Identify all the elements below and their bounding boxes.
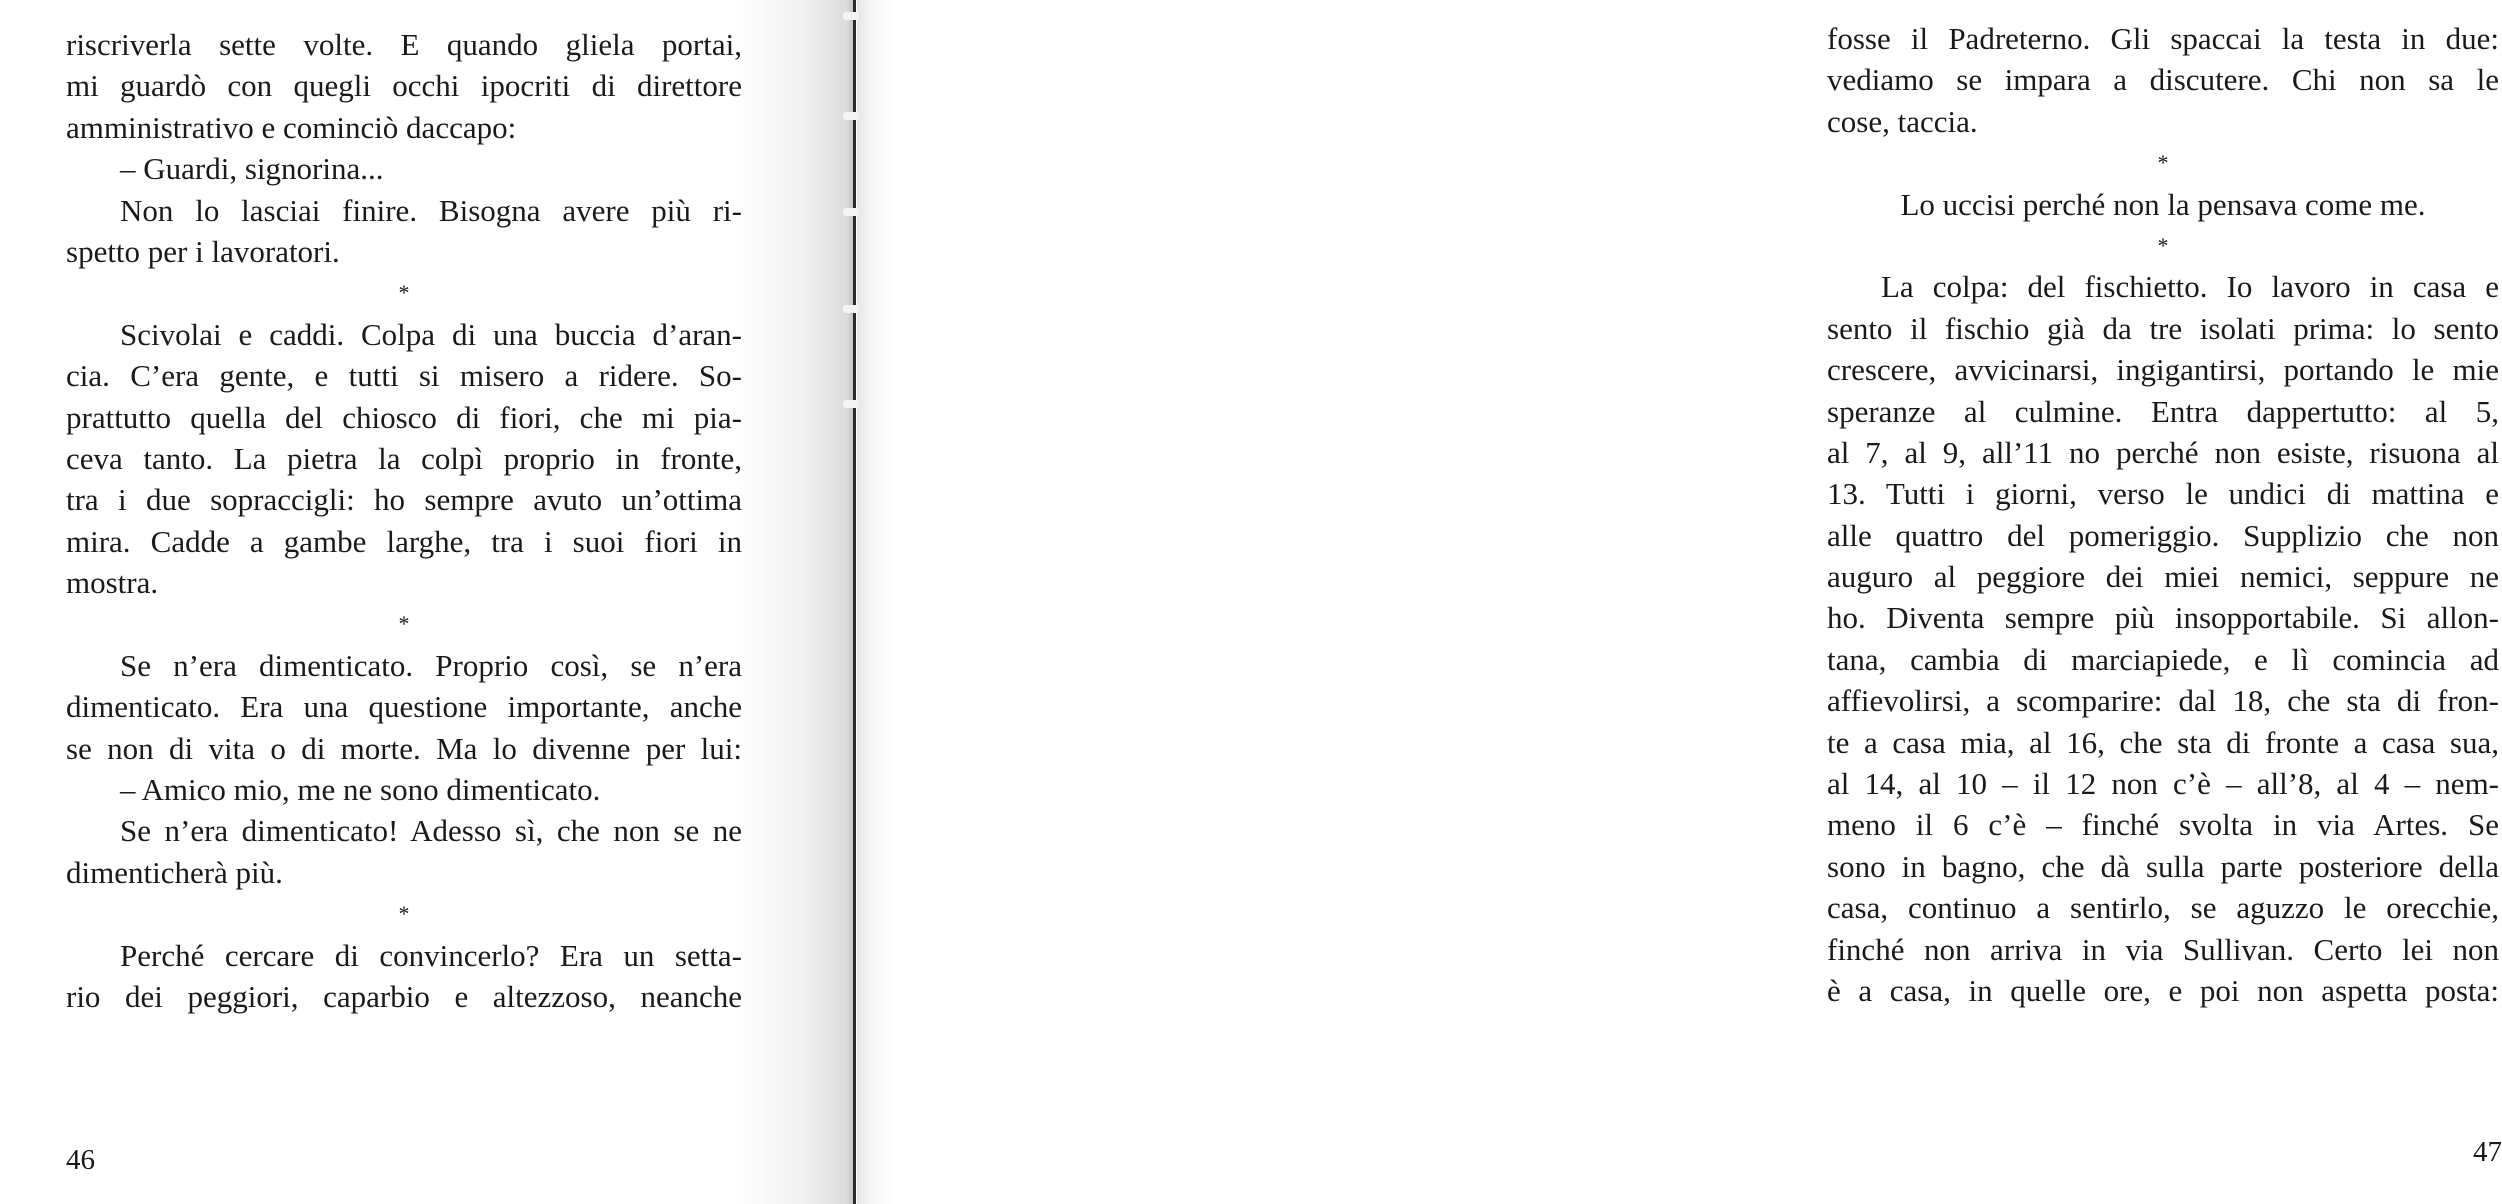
text-line: amministrativo e cominciò daccapo: — [66, 109, 517, 145]
text-line: 13. Tutti i giorni, verso le undici di mattina e — [1827, 476, 2499, 512]
page-number-right: 47 — [2473, 1136, 2502, 1168]
text-line: ceva tanto. La pietra la colpì proprio in fronte, — [66, 440, 742, 476]
book-spine-fold — [853, 0, 856, 1204]
text-line: Non lo lasciai finire. Bisogna avere più ri- — [120, 192, 742, 228]
section-separator-asterisk: * — [2157, 232, 2169, 258]
text-line: auguro al peggiore dei miei nemici, seppure ne — [1827, 559, 2499, 595]
text-line: cose, taccia. — [1827, 103, 1978, 139]
text-line: mostra. — [66, 565, 159, 601]
text-line: – Guardi, signorina... — [120, 151, 384, 187]
left-page — [0, 0, 855, 1204]
text-line: tra i due sopraccigli: ho sempre avuto un’ottima — [66, 482, 742, 518]
right-page-text — [1827, 18, 2499, 1011]
binding-stitch — [843, 112, 859, 120]
text-line: Se n’era dimenticato. Proprio così, se n’era — [120, 647, 742, 683]
text-line: affievolirsi, a scomparire: dal 18, che sta di fron- — [1827, 683, 2499, 719]
text-line: ho. Diventa sempre più insopportabile. Si allon- — [1827, 600, 2499, 636]
text-line: vediamo se impara a discutere. Chi non sa le — [1827, 62, 2499, 98]
text-line: riscriverla sette volte. E quando gliela portai, — [66, 27, 742, 62]
text-line: dimenticherà più. — [66, 854, 283, 890]
text-line: al 7, al 9, all’11 no perché non esiste, risuona al — [1827, 434, 2499, 470]
text-line: Se n’era dimenticato! Adesso sì, che non se ne — [120, 813, 742, 849]
page-number-left: 46 — [66, 1144, 95, 1176]
text-line: alle quattro del pomeriggio. Supplizio che non — [1827, 517, 2499, 553]
text-line: meno il 6 c’è – finché svolta in via Artes. Se — [1827, 807, 2499, 843]
text-line: Lo uccisi perché non la pensava come me. — [1900, 186, 2426, 222]
text-line: speranze al culmine. Entra dappertutto: al 5, — [1827, 393, 2499, 429]
text-line: se non di vita o di morte. Ma lo divenne per lui: — [66, 730, 742, 766]
right-page — [857, 0, 2502, 1204]
text-line: al 14, al 10 – il 12 non c’è – all’8, al 4 – nem- — [1827, 766, 2499, 802]
section-separator-asterisk: * — [2157, 150, 2169, 176]
text-line: La colpa: del fischietto. Io lavoro in casa e — [1881, 269, 2499, 305]
text-line: finché non arriva in via Sullivan. Certo lei non — [1827, 931, 2499, 967]
text-line: crescere, avvicinarsi, ingigantirsi, portando le mie — [1827, 352, 2499, 388]
text-line: cia. C’era gente, e tutti si misero a ridere. So- — [66, 358, 742, 394]
binding-stitch — [843, 305, 859, 313]
text-line: rio dei peggiori, caparbio e altezzoso, neanche — [66, 978, 742, 1014]
text-line: sento il fischio già da tre isolati prima: lo sento — [1827, 310, 2499, 346]
text-line: te a casa mia, al 16, che sta di fronte a casa sua, — [1827, 724, 2499, 760]
text-line: mira. Cadde a gambe larghe, tra i suoi fiori in — [66, 523, 742, 559]
text-line: Scivolai e caddi. Colpa di una buccia d’aran- — [120, 316, 742, 352]
text-line: spetto per i lavoratori. — [66, 233, 340, 269]
section-separator-asterisk: * — [398, 901, 410, 927]
text-line: fosse il Padreterno. Gli spaccai la testa in due: — [1827, 21, 2499, 56]
section-separator-asterisk: * — [398, 280, 410, 306]
section-separator-asterisk: * — [398, 611, 410, 637]
text-line: tana, cambia di marciapiede, e lì comincia ad — [1827, 641, 2499, 677]
binding-stitch — [843, 400, 859, 408]
text-line: prattutto quella del chiosco di fiori, che mi pia- — [66, 399, 742, 435]
text-line: sono in bagno, che dà sulla parte posteriore della — [1827, 848, 2499, 884]
text-line: dimenticato. Era una questione importante, anche — [66, 689, 742, 725]
text-line: è a casa, in quelle ore, e poi non aspetta posta: — [1827, 972, 2499, 1008]
text-line: Perché cercare di convincerlo? Era un setta- — [120, 937, 742, 973]
text-line: – Amico mio, me ne sono dimenticato. — [120, 772, 601, 808]
binding-stitch — [843, 12, 859, 20]
text-line: mi guardò con quegli occhi ipocriti di direttore — [66, 68, 742, 104]
left-page-text — [66, 24, 742, 1017]
binding-stitch — [843, 208, 859, 216]
text-line: casa, continuo a sentirlo, se aguzzo le orecchie, — [1827, 890, 2499, 926]
